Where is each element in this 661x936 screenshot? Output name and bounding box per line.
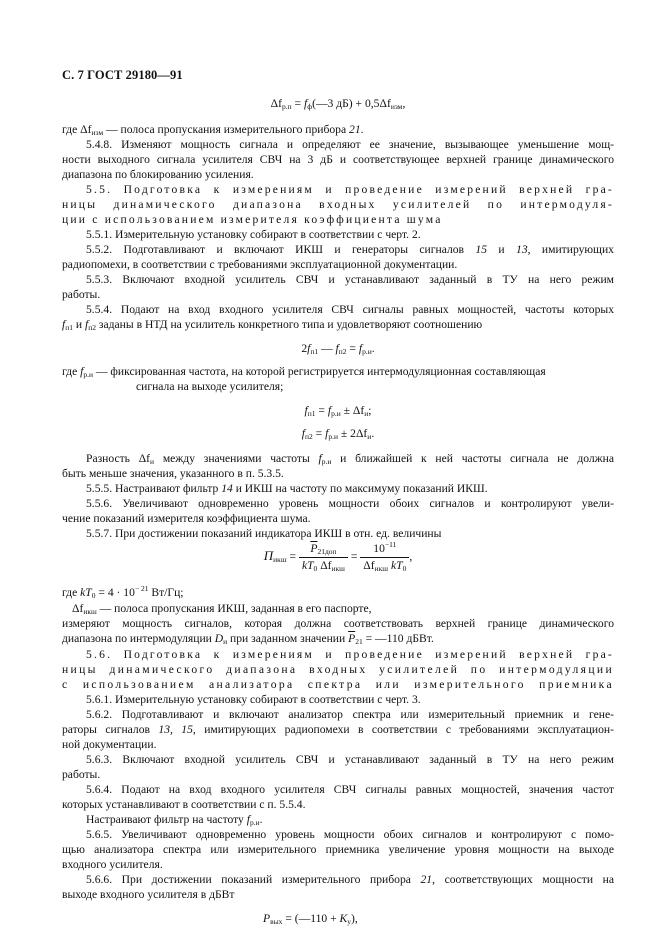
paragraph-line: которых устанавливают в соответствии с п. 5.5.4. <box>62 798 306 811</box>
paragraph-line: $f_{п1}$ и $f_{п2}$ заданы в НТД на усилитель конкретного типа и удовлетворяют соотношению <box>62 318 483 332</box>
paragraph-5-6-3: 5.6.3. Включают входной усилитель СВЧ и устанавливают заданный в ТУ на него режим <box>86 753 614 766</box>
paragraph-line: работы. <box>62 288 101 301</box>
paragraph-5-6-6: 5.6.6. При достижении показаний измерительного прибора 21, соответствующих мощности на <box>86 873 614 886</box>
section-heading-line: ции с использованием измерителя коэффициента шума <box>62 213 443 226</box>
section-heading-5-5: 5.5. Подготовка к измерениям и проведение измерений верхней гра- <box>86 183 614 196</box>
paragraph-line: диапазона по интермодуляции $D_и$ при заданном значении $\overline{P}_{21}$ = —110 дБВт. <box>62 632 434 646</box>
paragraph-line: чение показаний измерителя коэффициента шума. <box>62 512 311 525</box>
paragraph-line: ной документации. <box>62 738 157 751</box>
paragraph-line: радиопомехи, в соответствии с требованиями эксплуатационной документации. <box>62 258 458 271</box>
formula-noise-reading: $П_{икш}$ = $\frac{\overline{P}_{21доп}}{kT_0 \Delta f_{икш}}$ = $\frac{10^{-11}}{\Delta f_{икш} kT_0}$ , <box>263 540 413 573</box>
paragraph-line: щью анализатора спектра или измерительного приемника увеличение уровня мощности на выходе <box>62 843 614 856</box>
paragraph-line: диапазона по блокированию усиления. <box>62 168 254 181</box>
paragraph-5-4-8: 5.4.8. Изменяют мощность сигнала и определяют ее значение, вызывающее уменьшение мощ- <box>86 138 614 151</box>
paragraph-5-6-2: 5.6.2. Подготавливают и включают анализатор спектра или измерительный приемник и гене- <box>86 708 614 721</box>
paragraph-line: быть меньше значения, указанного в п. 5.3.5. <box>62 467 284 480</box>
formula-intermod: $2f_{п1}$ — $f_{п2} = f_{р.и}$. <box>301 342 375 356</box>
paragraph-5-5-5: 5.5.5. Настраивают фильтр 14 и ИКШ на частоту по максимуму показаний ИКШ. <box>86 482 488 495</box>
section-heading-line: с использованием анализатора спектра или измерительного приемника <box>62 678 614 691</box>
paragraph-5-5-7: 5.5.7. При достижении показаний индикатора ИКШ в отн. ед. величины <box>86 527 442 540</box>
paragraph-5-5-2: 5.5.2. Подготавливают и включают ИКШ и генераторы сигналов 15 и 13, имитирующих <box>86 243 614 256</box>
section-heading-line: ницы динамического диапазона входных усилителей по интермодуляции <box>62 663 614 676</box>
paragraph-5-5-6: 5.5.6. Увеличивают одновременно уровень мощности обоих сигналов и контролируют увели- <box>86 497 614 510</box>
page-header: С. 7 ГОСТ 29180—91 <box>62 68 183 82</box>
paragraph-line: работы. <box>62 768 101 781</box>
paragraph-line: входного усилителя. <box>62 858 163 871</box>
paragraph-5-5-4: 5.5.4. Подают на вход входного усилителя СВЧ сигналы равных мощностей, частоты которых <box>86 303 614 316</box>
section-heading-line: ницы динамического диапазона входных усилителей по интермодуля- <box>62 198 614 211</box>
paragraph-5-6-1: 5.6.1. Измерительную установку собирают в соответствии с черт. 3. <box>86 693 421 706</box>
fraction-1: $\frac{\overline{P}_{21доп}}{kT_0 \Delta f_{икш}}$ <box>299 542 348 573</box>
paragraph-line: выходе входного усилителя в дБВт <box>62 888 235 901</box>
paragraph-line: раторы сигналов 13, 15, имитирующих радиопомехи в соответствии с требованиями эксплуатацион- <box>62 723 614 736</box>
paragraph-5-5-1: 5.5.1. Измерительную установку собирают в соответствии с черт. 2. <box>86 228 421 241</box>
paragraph-difference: Разность $\Delta f_и$ между значениями частоты $f_{р.и}$ и ближайшей к ней частоты сигнала не должна <box>86 452 615 466</box>
paragraph-line: где $\Delta f_{изм}$ — полоса пропускания измерительного прибора 21. <box>62 123 364 137</box>
paragraph-5-5-3: 5.5.3. Включают входной усилитель СВЧ и устанавливают заданный в ТУ на него режим <box>86 273 614 286</box>
paragraph-line: ности выходного сигнала усилителя СВЧ на 3 дБ и соответствующее верхней границе динамического <box>62 153 614 166</box>
paragraph-line: $\Delta f_{икш}$ — полоса пропускания ИКШ, заданная в его паспорте, <box>72 602 372 616</box>
formula-fp1: $f_{п1} = f_{р.и} \pm \Delta f_и$; <box>304 404 372 418</box>
section-heading-5-6: 5.6. Подготовка к измерениям и проведение измерений верхней гра- <box>86 648 614 661</box>
formula-bandwidth: $\Delta f_{р.п}$ = $f_ф(—3$ $дБ) + 0,5\Delta f_{изм}$, <box>270 97 406 111</box>
paragraph-tune-filter: Настраивают фильтр на частоту $f_{р.и}$. <box>86 813 263 827</box>
paragraph-5-6-5: 5.6.5. Увеличивают одновременно уровень мощности обоих сигналов и контролируют с помо- <box>86 828 614 841</box>
fraction-2: $\frac{10^{-11}}{\Delta f_{икш} kT_0}$ <box>360 542 409 573</box>
paragraph-line: сигнала на выходе усилителя; <box>136 380 284 393</box>
formula-fp2: $f_{п2} = f_{р.и} \pm 2\Delta f_и$. <box>301 427 375 441</box>
formula-output-power: $P_{вых}$ = (—110 + $K_у$), <box>263 912 358 926</box>
paragraph-line: где $kT_0 = 4 \cdot 10^{- 21}$ Вт/Гц; <box>62 584 184 600</box>
paragraph-line: где $f_{р.и}$ — фиксированная частота, на которой регистрируется интермодуляционная составляющая <box>62 365 546 379</box>
paragraph-5-6-4: 5.6.4. Подают на вход входного усилителя СВЧ сигналы равных мощностей, значения частот <box>86 783 614 796</box>
paragraph-line: измеряют мощность сигналов, которая должна соответствовать верхней границе динамического <box>62 617 614 630</box>
